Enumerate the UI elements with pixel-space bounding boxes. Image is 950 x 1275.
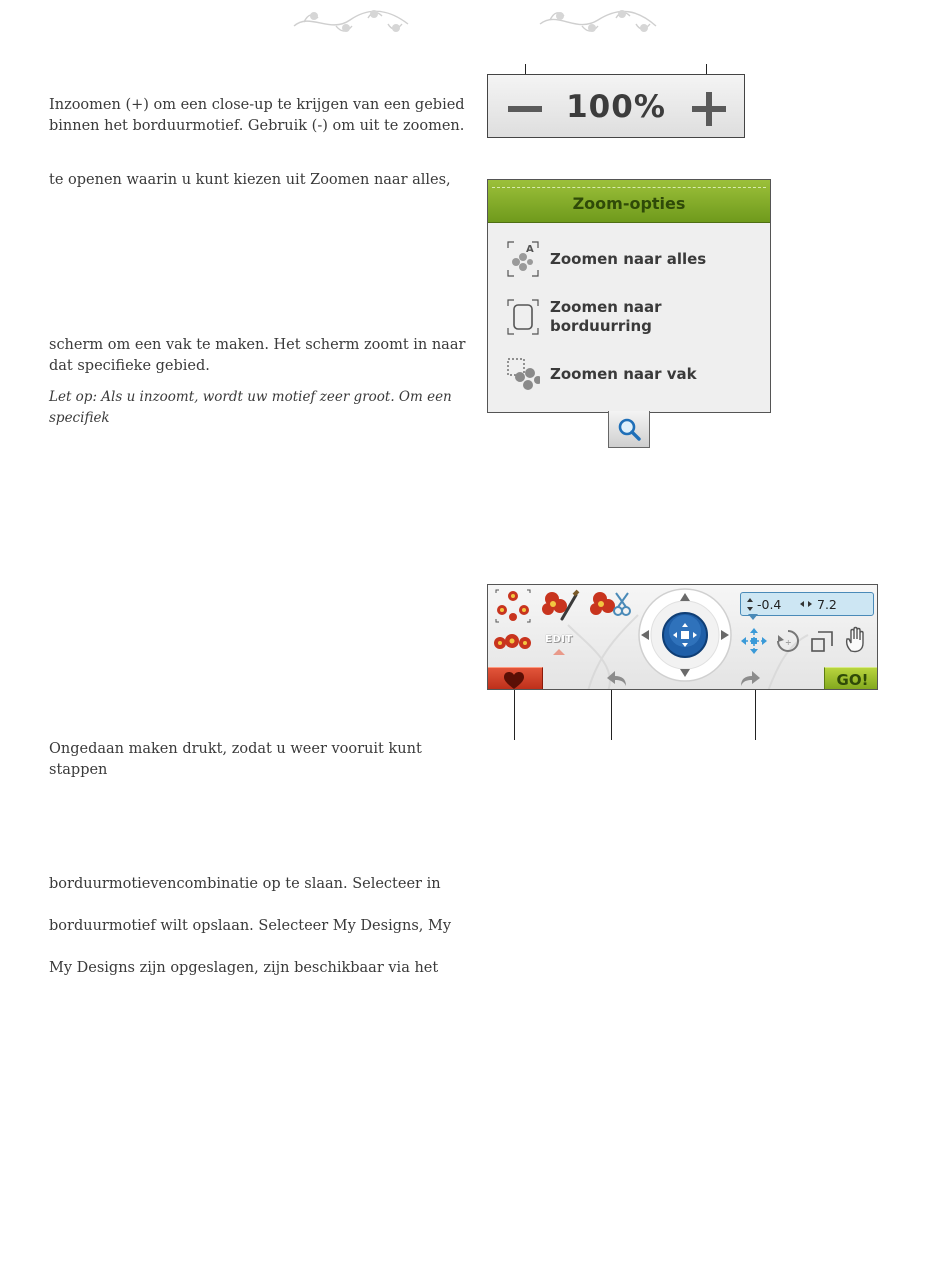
zoom-hoop-icon — [506, 298, 540, 336]
zoom-box-icon — [506, 355, 540, 393]
callout-line-favorite — [514, 690, 515, 740]
position-readout — [740, 592, 874, 616]
callout-line-undo — [611, 690, 612, 740]
zoom-bar — [487, 74, 745, 138]
callout-line-redo — [755, 690, 756, 740]
svg-text:÷: ÷ — [785, 638, 792, 647]
paragraph-save-3: My Designs zijn opgeslagen, zijn beschikbaar via het — [49, 960, 439, 976]
svg-text:A: A — [526, 244, 534, 255]
design-arrangement-icon[interactable] — [494, 589, 532, 623]
favorite-button[interactable] — [488, 667, 543, 690]
undo-icon[interactable] — [606, 669, 630, 687]
zoom-to-all-label: Zoomen naar alles — [550, 249, 707, 268]
edit-indicator-icon — [552, 648, 566, 656]
move-wheel[interactable] — [636, 587, 734, 690]
go-button[interactable]: GO! — [824, 667, 878, 690]
magnifier-icon — [609, 411, 649, 447]
paragraph-save-1: borduurmotievencombinatie op te slaan. Selecteer in — [49, 876, 441, 892]
redo-icon[interactable] — [737, 669, 761, 687]
zoom-to-hoop-label: Zoomen naar borduurring — [550, 298, 662, 335]
edit-color-icon[interactable] — [540, 589, 580, 623]
pan-hand-icon[interactable] — [843, 625, 871, 655]
zoom-to-box-option[interactable] — [506, 355, 697, 393]
zoom-tab-button[interactable] — [608, 411, 650, 448]
vertical-arrows-icon — [746, 597, 754, 612]
paragraph-zoom-box: scherm om een vak te maken. Het scherm zoomt in naar dat specifieke gebied. — [49, 337, 466, 374]
paragraph-zoom-intro: Inzoomen (+) om een close-up te krijgen van een gebied binnen het borduurmotief. Gebruik (-) om uit te zoomen. — [49, 97, 465, 134]
note-paragraph: Let op: Als u inzoomt, wordt uw motief zeer groot. Om een specifiek — [49, 389, 452, 426]
design-group-icon[interactable] — [492, 629, 536, 655]
edit-label: EDIT — [545, 634, 573, 645]
floral-ornament-left — [290, 4, 412, 38]
zoom-options-panel — [487, 179, 771, 413]
zoom-all-icon — [506, 240, 540, 278]
paragraph-save-2: borduurmotief wilt opslaan. Selecteer My Designs, My — [49, 918, 452, 934]
edit-toolbar — [487, 584, 878, 690]
zoom-level-value: 100% — [566, 89, 666, 125]
zoom-to-hoop-option[interactable] — [506, 298, 662, 336]
zoom-options-title: Zoom-opties — [488, 180, 770, 223]
coord-y-value: -0.4 — [757, 597, 782, 612]
coord-x-value: 7.2 — [817, 597, 837, 612]
edit-stitches-icon[interactable] — [588, 589, 632, 623]
floral-ornament-right — [536, 4, 660, 38]
paragraph-undo: Ongedaan maken drukt, zodat u weer vooruit kunt stappen — [49, 741, 422, 778]
move-tool-icon[interactable] — [740, 627, 768, 655]
readout-pointer — [748, 614, 758, 620]
heart-icon — [503, 671, 525, 690]
paragraph-zoom-options: te openen waarin u kunt kiezen uit Zoomen naar alles, — [49, 172, 451, 188]
zoom-to-box-label: Zoomen naar vak — [550, 364, 697, 383]
rotate-icon[interactable] — [775, 627, 801, 655]
horizontal-arrows-icon — [799, 599, 813, 609]
zoom-to-all-option[interactable] — [506, 240, 706, 278]
scale-icon[interactable] — [810, 627, 834, 655]
